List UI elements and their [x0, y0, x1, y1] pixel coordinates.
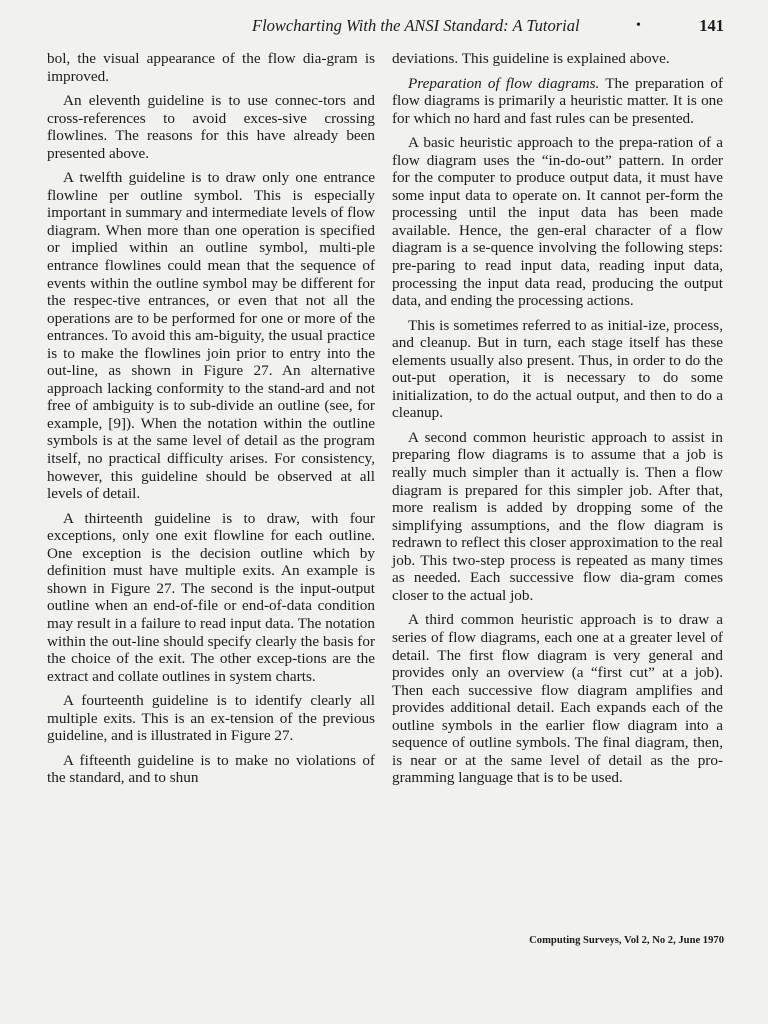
paragraph: A fourteenth guideline is to identify clearly all multiple exits. This is an ex-tension of the previous guideline, and is illustrated in Figure 27.: [47, 692, 375, 745]
paragraph: A basic heuristic approach to the prepa-ration of a flow diagram uses the “in-do-out” pattern. In order for the computer to produce output data, it must have some input data to operate on. It cannot per-form the processing until the input data has been made available. Hence, the gen-eral character of a flow diagram is a se-quence involving the following steps: pre-paring to read input data, reading input data, processing the input data read, producing the output data, and ending the processing actions.: [392, 134, 723, 310]
paragraph: An eleventh guideline is to use connec-tors and cross-references to avoid exces-sive crossing flowlines. The reasons for this have already been presented above.: [47, 92, 375, 162]
paragraph: A thirteenth guideline is to draw, with four exceptions, only one exit flowline for each outline. One exception is the decision outline which by definition must have multiple exits. An example is shown in Figure 27. The second is the input-output outline when an end-of-file or end-of-data condition may result in a failure to read input data. The notation within the out-line should specify clearly the basis for the choice of the exit. The other excep-tions are the extract and collate outlines in system charts.: [47, 509, 375, 685]
footer-citation: Computing Surveys, Vol 2, No 2, June 1970: [529, 935, 724, 946]
section-paragraph: [392, 75, 723, 128]
paragraph: deviations. This guideline is explained above.: [392, 50, 670, 67]
paragraph: bol, the visual appearance of the flow dia-gram is improved.: [47, 50, 375, 85]
section-intro: The preparation of flow diagrams is primarily a heuristic matter. It is one for which no hard and fast rules can be presented.: [392, 74, 723, 127]
paragraph: A third common heuristic approach is to draw a series of flow diagrams, each one at a greater level of detail. The first flow diagram is very general and provides only an overview (a “first cut” at a job). Then each successive flow diagram amplifies and provides additional detail. Each expands each of the outline symbols in the earlier flow diagram into a sequence of outline symbols. The final diagram, then, is near or at the same level of detail as the pro-gramming language that is to be used.: [392, 611, 723, 787]
right-column: [392, 50, 723, 794]
left-column: [47, 50, 375, 794]
running-head: [240, 14, 724, 38]
paragraph: A twelfth guideline is to draw only one entrance flowline per outline symbol. This is especially important in summary and intermediate levels of flow diagram. When more than one operation is specified or implied within an outline symbol, multi-ple entrance flowlines could mean that the sequence of events within the outline symbol may be different for the respec-tive entrances, or even that not all the operations are to be performed for one or more of the entrances. To avoid this am-biguity, the usual practice is to make the flowlines join prior to entry into the out-line, as shown in Figure 27. An alternative approach lacking conformity to the stand-ard and not free of ambiguity is to sub-divide an outline (see, for example, [9]). When the notation within the outline symbols is at the same level of detail as the program itself, no practical difficulty arises. For consistency, however, this guideline should be observed at all levels of detail.: [47, 169, 375, 503]
bullet-separator: •: [636, 18, 641, 33]
paragraph: A fifteenth guideline is to make no violations of the standard, and to shun: [47, 751, 375, 787]
paragraph: This is sometimes referred to as initial-ize, process, and cleanup. But in turn, each stage itself has these elements usually also present. Thus, in order to do the out-put operation, it is necessary to do some initialization, to do the actual output, and then to do a cleanup.: [392, 316, 723, 422]
running-title: Flowcharting With the ANSI Standard: A Tutorial: [252, 16, 580, 35]
page-number: 141: [699, 16, 724, 35]
paragraph: A second common heuristic approach to assist in preparing flow diagrams is to assume that a job is really much simpler than it actually is. Then a flow diagram is prepared for this simpler job. After that, more realism is added by dropping some of the simplifying assumptions, and the flow diagram is redrawn to reflect this closer approximation to the real job. This two-step process is repeated as many times as needed. Each successive flow dia-gram comes closer to the actual job.: [392, 428, 723, 604]
section-heading: Preparation of flow diagrams.: [408, 74, 600, 92]
